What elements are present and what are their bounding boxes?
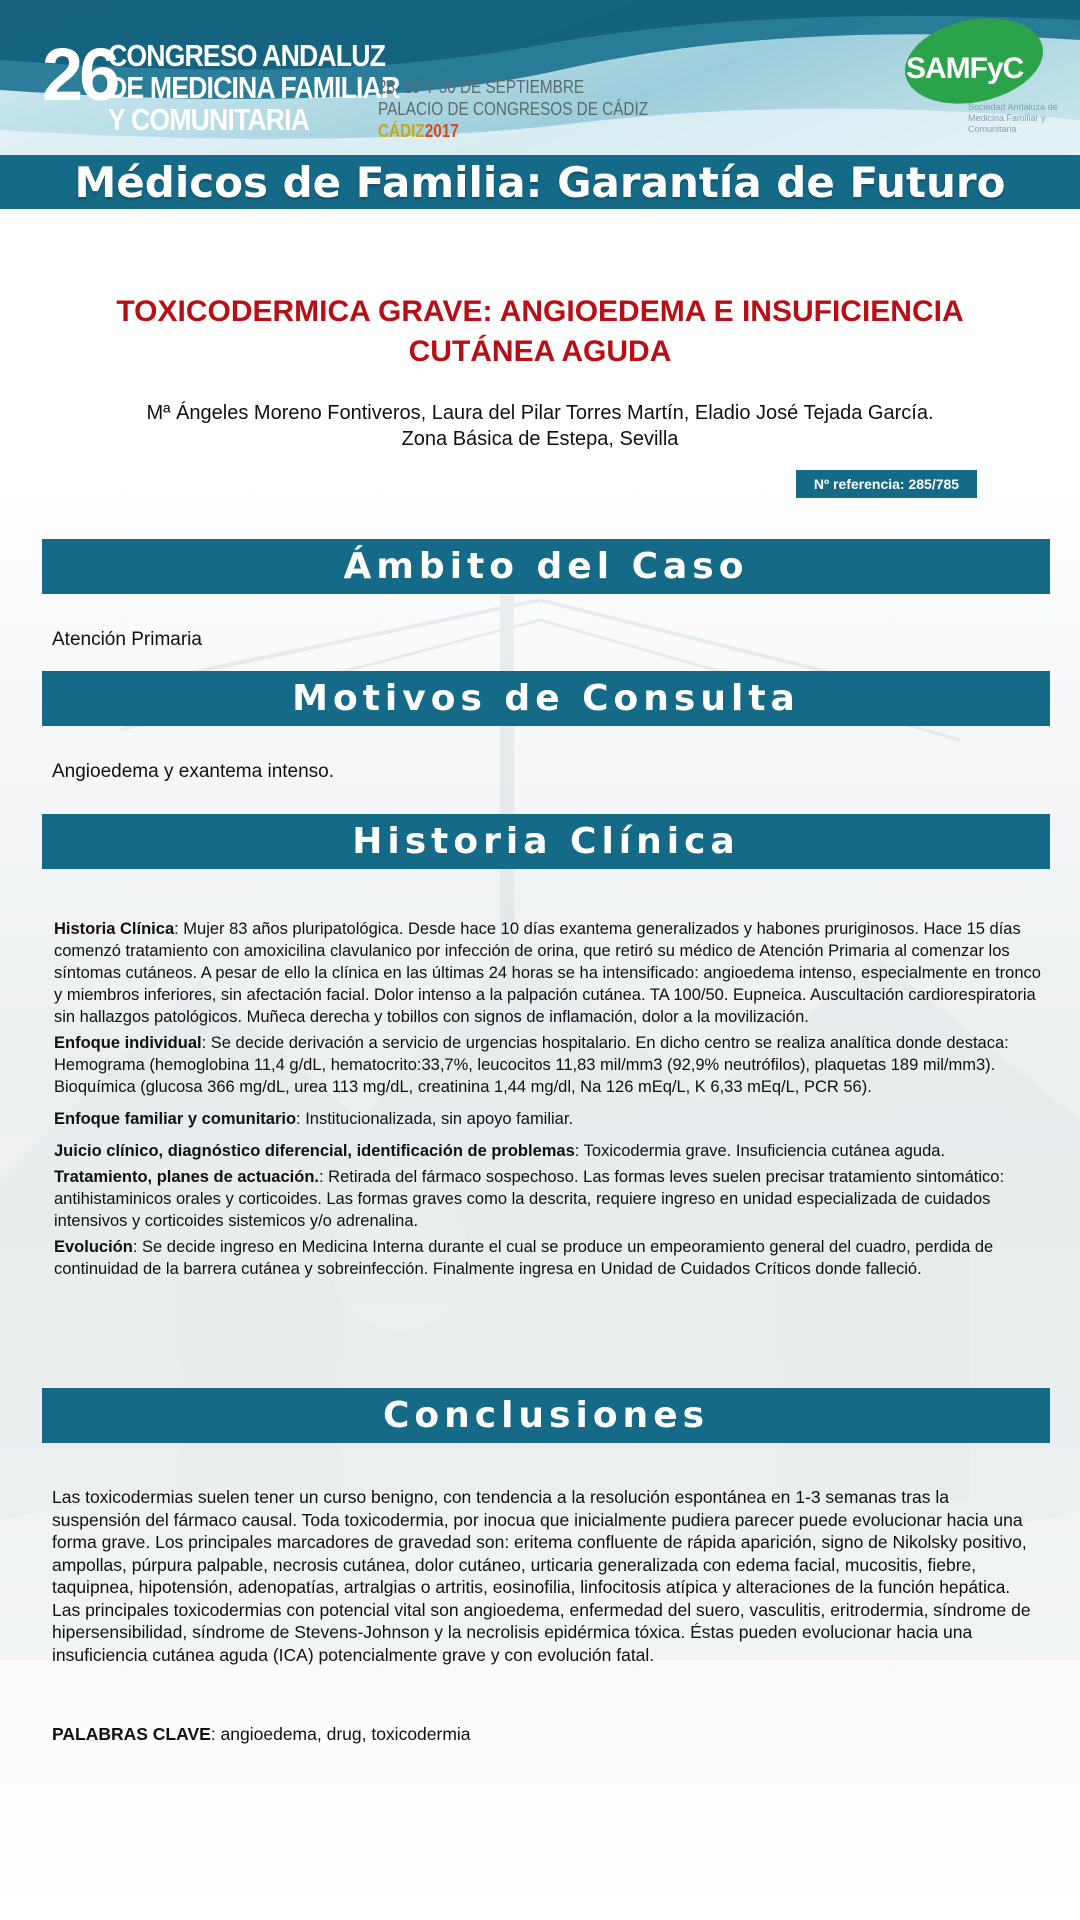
authors: Mª Ángeles Moreno Fontiveros, Laura del Pilar Torres Martín, Eladio José Tejada García. [146,402,934,424]
samfyc-logo: SAMFyC [906,52,1024,85]
section-heading-conclusiones: Conclusiones [42,1388,1050,1443]
enfoque-familiar-paragraph: Enfoque familiar y comunitario: Institucionalizada, sin apoyo familiar. [54,1110,574,1128]
keywords-label: PALABRAS CLAVE [52,1724,211,1744]
samfyc-subtitle: Sociedad Andaluza de Medicina Familiar y Comunitaria [968,102,1058,134]
juicio-clinico-paragraph: Juicio clínico, diagnóstico diferencial, identificación de problemas: Toxicodermia grave. Insuficiencia cutánea aguda. [54,1142,946,1160]
tratamiento-paragraph: Tratamiento, planes de actuación.: Retirada del fármaco sospechoso. Las formas leves suelen precisar tratamiento sintomático: antihistaminicos orales y corticoides. Las formas graves como la descrita, requiere ingreso en unidad especializada de cuidados intensivos y corticoides sistemicos y/o adrenalina. [54,1168,1005,1230]
congress-header [0,0,1080,155]
conclusiones-text: Las toxicodermias suelen tener un curso benigno, con tendencia a la resolución espontánea en 1-3 semanas tras la suspensión del fármaco causal. Toda toxicodermia, por inocua que inicialmente pudiera parecer puede evolucionar hacia una forma grave. Los principales marcadores de gravedad son: eritema confluente de rápida aparición, signo de Nikolsky positivo, ampollas, púrpura palpable, necrosis cutánea, dolor cutáneo, urticaria generalizada con edema facial, mucositis, fiebre, taquipnea, hipotensión, adenopatías, artralgias o artritis, eosinofilia, linfocitosis atípica y alteraciones de la función hepática. Las principales toxicodermias con potencial vital son angioedema, enfermedad del suero, vasculitis, eritrodermia, síndrome de hipersensibilidad, síndrome de Stevens-Johnson y la necrolisis epidérmica tóxica. Éstas pueden evolucionar hacia una insuficiencia cutánea aguda (ICA) potencialmente grave y con evolución fatal. [52,1487,1031,1665]
event-year: 2017 [424,121,459,141]
evolucion-paragraph: Evolución: Se decide ingreso en Medicina Interna durante el cual se produce un empeoramiento general del cuadro, perdida de continuidad de la barrera cutánea y sobreinfección. Finalmente ingresa en Unidad de Cuidados Críticos donde falleció. [54,1238,994,1278]
event-dates: 28, 29 Y 30 DE SEPTIEMBRE [378,77,585,97]
section-heading-ambito: Ámbito del Caso [42,539,1050,594]
congress-edition-number: 26 [42,33,117,116]
event-info [378,76,648,142]
keywords [52,1724,1042,1745]
event-venue: PALACIO DE CONGRESOS DE CÁDIZ [378,99,649,119]
slogan-text: Médicos de Familia: Garantía de Futuro [74,157,1006,207]
slogan-banner [0,155,1080,209]
historia-clinica-body [54,918,1044,1284]
event-city: CÁDIZ [378,121,425,141]
motivos-text: Angioedema y exantema intenso. [52,761,335,782]
authors-block [60,400,1020,452]
enfoque-individual-paragraph: Enfoque individual: Se decide derivación a servicio de urgencias hospitalario. En dicho centro se realiza analítica donde destaca: Hemograma (hemoglobina 11,4 g/dL, hematocrito:33,7%, leucocitos 11,83 mil/mm3 (92,9% neutrófilos), plaquetas 189 mil/mm3). Bioquímica (glucosa 366 mg/dL, urea 113 mg/dL, creatinina 1,44 mg/dl, Na 126 mEq/L, K 6,33 mEq/L, PCR 56). [54,1034,1009,1096]
section-heading-motivos: Motivos de Consulta [42,671,1050,726]
ambito-text: Atención Primaria [52,629,202,650]
historia-paragraph: Historia Clínica: Mujer 83 años pluripatológica. Desde hace 10 días exantema generalizados y habones pruriginosos. Hace 15 días comenzó tratamiento con amoxicilina clavulanico por infección de orina, que retiró su médico de Atención Primaria al comenzar los síntomas cutáneos. A pesar de ello la clínica en las últimas 24 horas se ha intensificado: angioedema intenso, especialmente en tronco y miembros inferiores, sin afectación facial. Dolor intenso a la palpación cutánea. TA 100/50. Eupneica. Auscultación cardiorespiratoria sin hallazgos patológicos. Muñeca derecha y tobillos con signos de inflamación, dolor a la movilización. [54,920,1041,1026]
congress-name: CONGRESO ANDALUZ DE MEDICINA FAMILIAR Y COMUNITARIA [108,38,400,137]
reference-badge: Nº referencia: 285/785 [796,470,977,498]
section-heading-historia: Historia Clínica [42,814,1050,869]
affiliation: Zona Básica de Estepa, Sevilla [401,428,679,450]
case-title: TOXICODERMICA GRAVE: ANGIOEDEMA E INSUFICIENCIA CUTÁNEA AGUDA [116,295,964,368]
keywords-values: : angioedema, drug, toxicodermia [210,1724,471,1744]
